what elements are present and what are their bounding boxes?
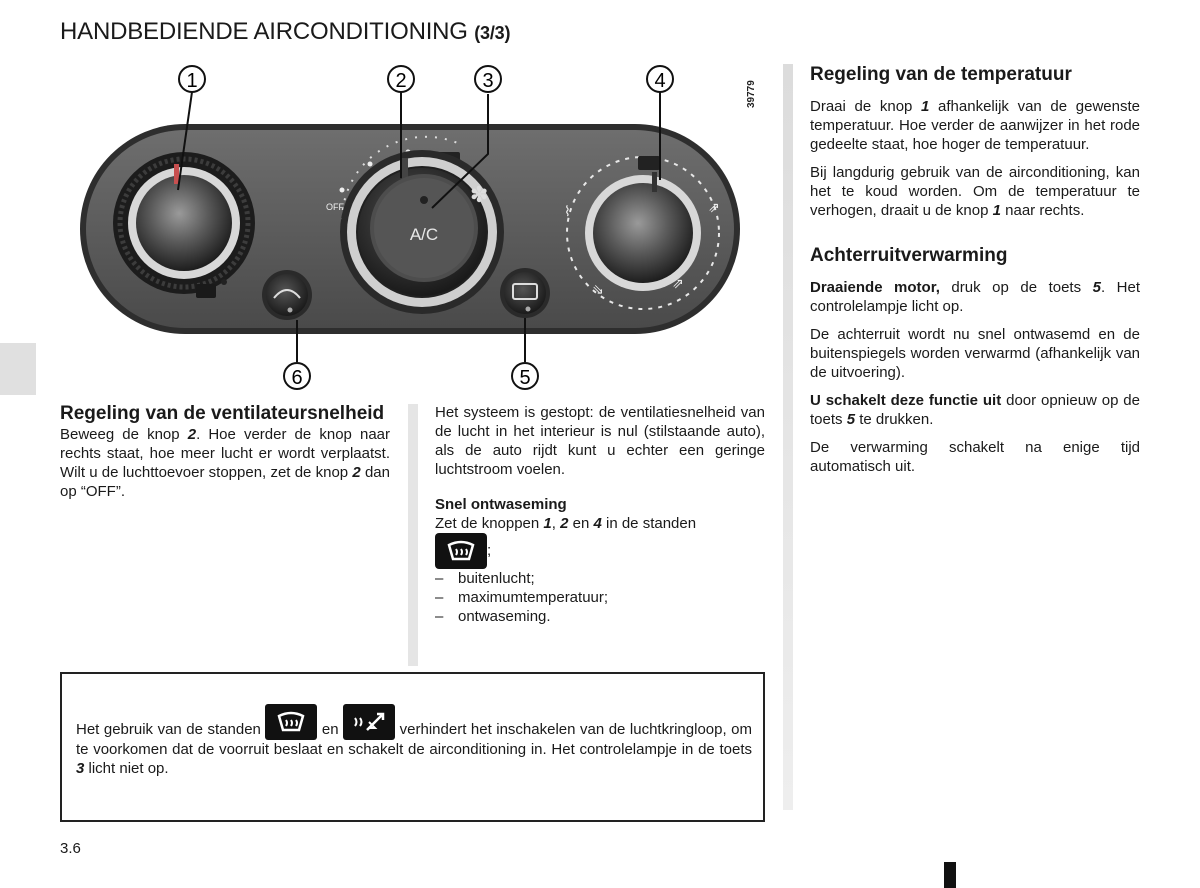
paragraph: Draai de knop 1 afhankelijk van de gewenste temperatuur. Hoe verder de aanwijzer in het rode gedeelte staat, hoe hoger de temperatuur.: [810, 98, 1140, 153]
svg-text:⌇: ⌇: [564, 204, 571, 220]
svg-text:6: 6: [291, 367, 303, 389]
callout-1: [179, 66, 205, 92]
temperature-section: [810, 63, 1140, 485]
windscreen-mini-icon: [638, 156, 660, 170]
system-off-section: [435, 403, 765, 626]
recirculation-button-6: [262, 270, 312, 320]
svg-text:4: 4: [654, 70, 666, 92]
callout-6: [284, 363, 310, 389]
page-title: HANDBEDIENDE AIRCONDITIONING (3/3): [60, 18, 511, 45]
column-bar: [783, 64, 793, 810]
section-heading: Achterruitverwarming: [810, 245, 1008, 266]
ac-label: A/C: [409, 225, 439, 244]
paragraph: De verwarming schakelt na enige tijd automatisch uit.: [810, 439, 1140, 475]
svg-text:2: 2: [395, 70, 407, 92]
svg-text:5: 5: [519, 367, 531, 389]
off-label: OFF: [326, 202, 344, 212]
paragraph: Draaiende motor, druk op de toets 5. Het controlelampje licht op.: [810, 279, 1140, 315]
windscreen-feet-airflow-icon: [343, 704, 395, 740]
svg-text:⇗: ⇗: [708, 200, 720, 216]
svg-text:⇘: ⇘: [592, 282, 604, 298]
note-text: Het gebruik van de standen en verhindert het inschakelen van de luchtkringloop, om te voorkomen dat de voorruit beslaat en schakelt de airconditioning in. Het controlelampje in de toets 3 licht niet op.: [76, 720, 752, 778]
control-panel-illustration: [60, 60, 780, 405]
fan-mini-icon: ✽: [470, 183, 489, 208]
paragraph: Het systeem is gestopt: de ventilatiesnelheid van de lucht in het interieur is nul (stilstaande auto), als de auto rijdt kunt u echter een geringe luchtstroom voelen.: [435, 404, 765, 478]
note-box: [60, 672, 765, 822]
page-number: 3.6: [60, 840, 81, 857]
callout-5: [512, 363, 538, 389]
chapter-tab: [0, 343, 36, 395]
paragraph: Zet de knoppen 1, 2 en 4 in de standen: [435, 515, 697, 532]
settings-list: [435, 569, 765, 626]
rear-defrost-mini-icon: [196, 284, 216, 298]
callout-3: [475, 66, 501, 92]
title-suffix: (3/3): [474, 23, 511, 43]
paragraph: ;: [435, 533, 765, 569]
paragraph: U schakelt deze functie uit door opnieuw op de toets 5 te drukken.: [810, 392, 1140, 428]
section-heading: Regeling van de ventilateursnelheid: [60, 403, 385, 424]
list-item: – buitenlucht;: [435, 569, 765, 588]
svg-text:3: 3: [482, 70, 494, 92]
paragraph: Bij langdurig gebruik van de airconditioning, kan het te koud worden. Om de temperatuur te verhogen, draait u de knop 1 naar rechts.: [810, 164, 1140, 219]
svg-text:1: 1: [186, 70, 198, 92]
callout-4: [647, 66, 673, 92]
control-panel-figure: [60, 60, 780, 405]
paragraph: De achterruit wordt nu snel ontwasemd en de buitenspiegels worden verwarmd (afhankelijk van de uitvoering).: [810, 326, 1140, 381]
list-item: – ontwaseming.: [435, 607, 765, 626]
paragraph: Beweeg de knop 2. Hoe verder de knop naar rechts staat, hoe meer lucht er wordt verplaatst. Wilt u de luchttoevoer stoppen, zet de knop 2 dan op “OFF”.: [60, 426, 390, 500]
windscreen-demist-icon: [435, 533, 487, 569]
figure-ref-code: 39779: [746, 80, 757, 108]
column-bar: [408, 404, 418, 666]
windscreen-demist-icon: [265, 704, 317, 740]
ac-button-3: [370, 174, 478, 282]
list-item: – maximumtemperatuur;: [435, 588, 765, 607]
section-heading: Regeling van de temperatuur: [810, 64, 1072, 85]
svg-text:⇗: ⇗: [672, 276, 684, 292]
section-heading: Snel ontwaseming: [435, 496, 567, 513]
fan-speed-section: [60, 402, 390, 510]
rear-defrost-button-5: [500, 268, 550, 318]
callout-2: [388, 66, 414, 92]
page-corner-mark: [944, 862, 956, 888]
